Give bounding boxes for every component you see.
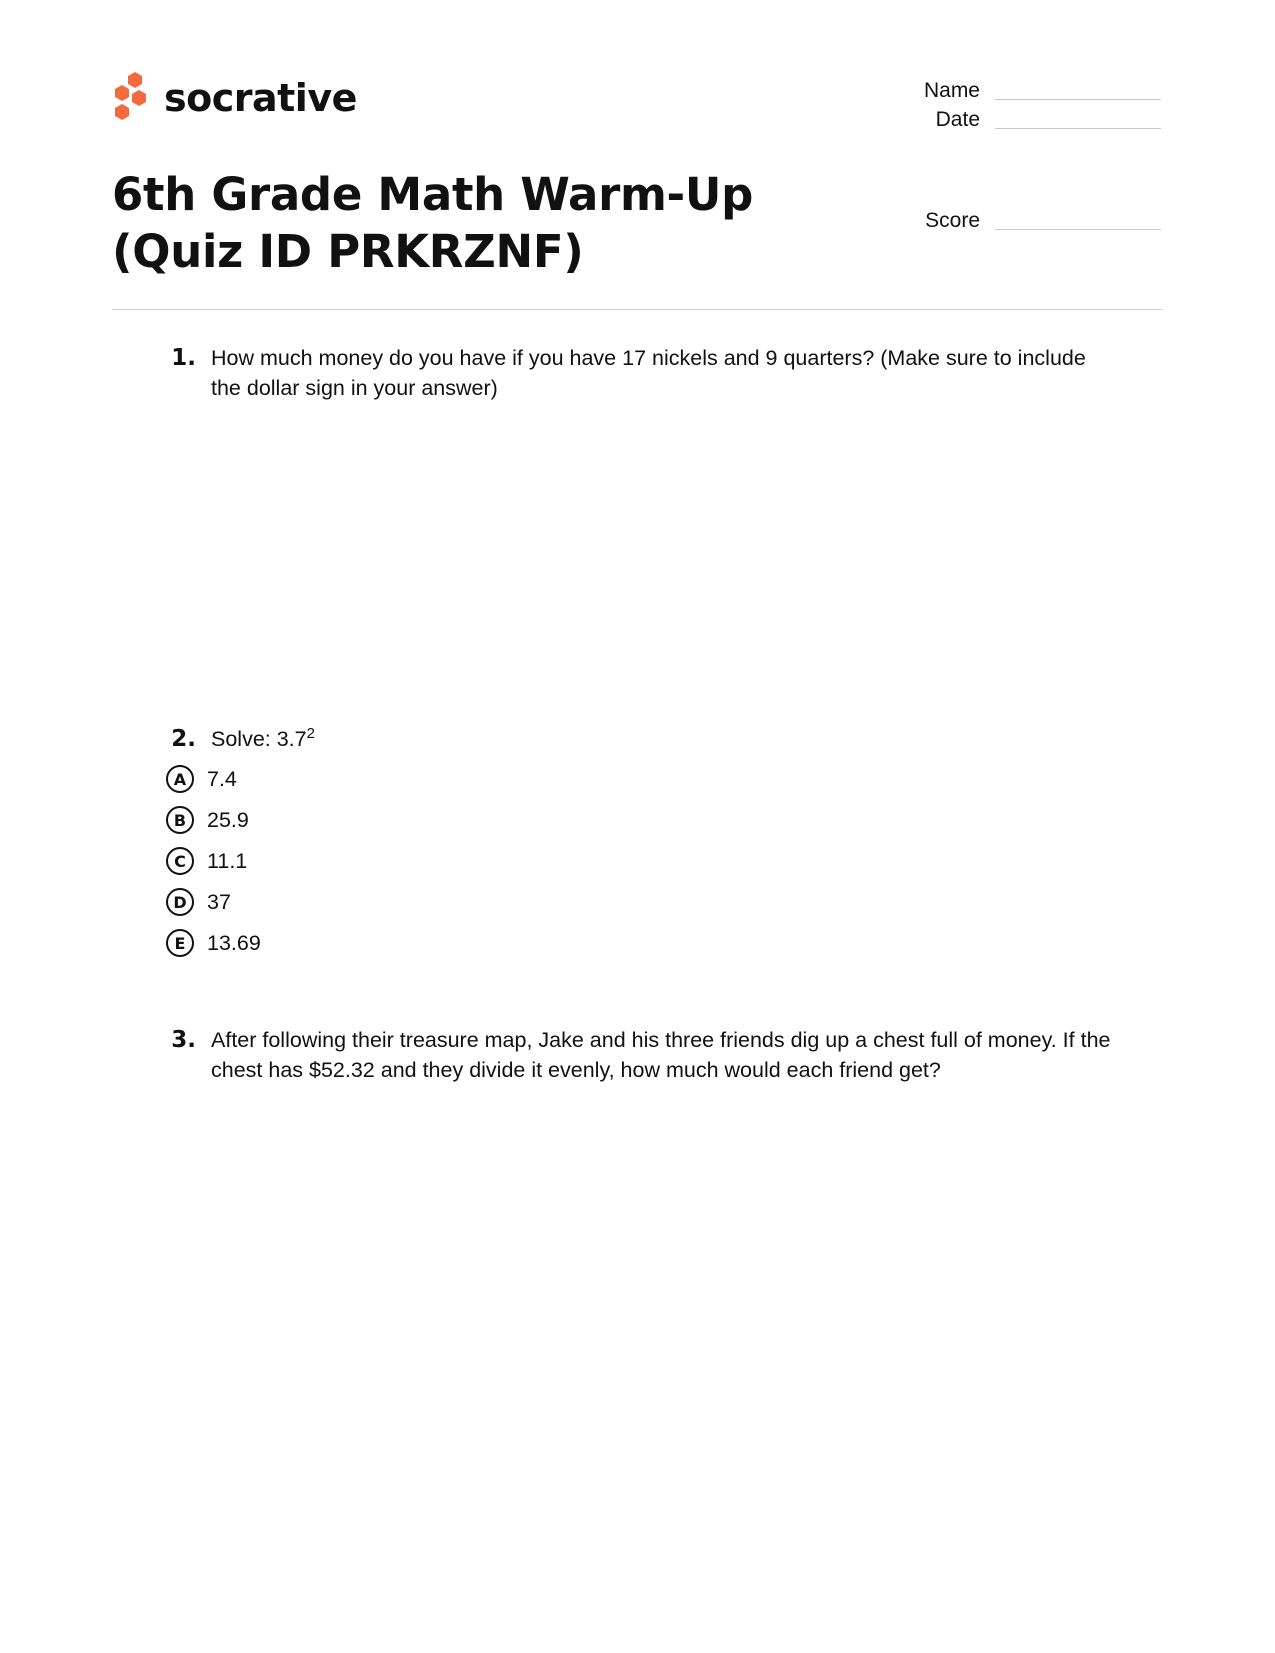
choice-c[interactable] <box>160 844 247 878</box>
score-label: Score <box>925 209 980 232</box>
choice-letter-circle[interactable]: E <box>166 929 194 957</box>
choice-letter-circle[interactable]: B <box>166 806 194 834</box>
choice-text: 25.9 <box>207 807 249 832</box>
question-number: 3. <box>171 1027 196 1053</box>
choice-a[interactable] <box>160 762 237 796</box>
choice-text: 37 <box>207 889 231 914</box>
question-number: 2. <box>171 726 196 752</box>
choice-letter-circle[interactable]: D <box>166 888 194 916</box>
choice-letter-circle[interactable]: C <box>166 847 194 875</box>
question-exponent: 2 <box>306 724 315 742</box>
date-line[interactable] <box>995 128 1161 129</box>
choice-letter-circle[interactable]: A <box>166 765 194 793</box>
name-field[interactable] <box>850 78 1161 104</box>
choice-text: 7.4 <box>207 766 237 791</box>
date-field[interactable] <box>850 107 1161 133</box>
score-field[interactable] <box>850 208 1161 234</box>
choice-text: 11.1 <box>207 848 248 873</box>
question-text: How much money do you have if you have 17 nickels and 9 quarters? (Make sure to include the dollar sign in your answer) <box>211 346 1086 400</box>
question-text-base: Solve: 3.7 <box>211 727 307 751</box>
question-text: After following their treasure map, Jake and his three friends dig up a chest full of money. If the chest has $52.32 and they divide it evenly, how much would each friend get? <box>211 1028 1111 1082</box>
page-title: 6th Grade Math Warm-Up (Quiz ID PRKRZNF) <box>112 168 754 278</box>
name-line[interactable] <box>995 99 1161 100</box>
score-line[interactable] <box>995 229 1161 230</box>
choice-text: 13.69 <box>207 930 261 955</box>
name-label: Name <box>923 79 980 102</box>
brand-wordmark: socrative <box>164 76 357 120</box>
choice-b[interactable] <box>160 803 249 837</box>
question-number: 1. <box>171 345 196 371</box>
header-divider <box>112 309 1163 310</box>
date-label: Date <box>935 108 980 131</box>
question-text <box>211 724 1111 754</box>
choice-e[interactable] <box>160 926 261 960</box>
hexagon-cluster-icon <box>112 72 152 124</box>
choice-d[interactable] <box>160 885 231 919</box>
socrative-logo <box>112 72 357 124</box>
